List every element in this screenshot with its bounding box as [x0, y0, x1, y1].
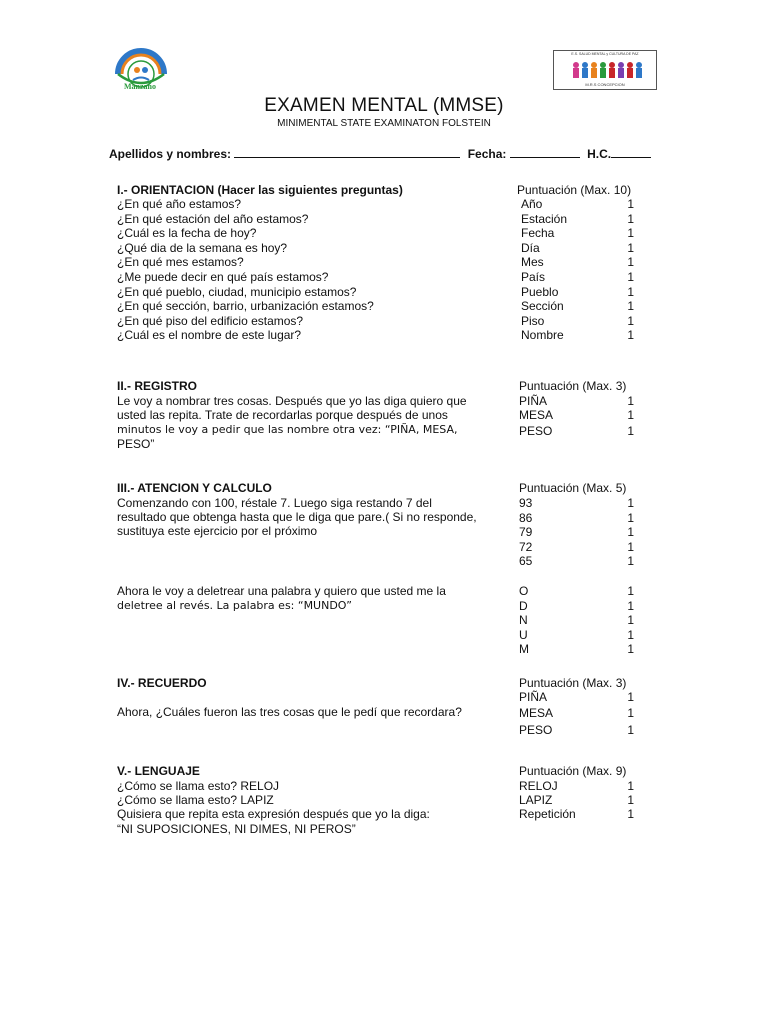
- registro-text-line: minutos le voy a pedir que las nombre otra vez: “PIÑA, MESA,: [117, 423, 458, 436]
- lenguaje-text-line: ¿Cómo se llama esto? LAPIZ: [117, 793, 274, 807]
- orientacion-item-label: Piso: [521, 313, 545, 328]
- atencion-text-line: resultado que obtenga hasta que le diga que pare.( Si no responde,: [117, 510, 477, 524]
- orientacion-question: ¿En qué sección, barrio, urbanización estamos?: [117, 299, 374, 314]
- atencion-deletreo-item-label: D: [519, 598, 528, 613]
- recuerdo-item-score: 1: [627, 706, 634, 720]
- atencion-text-line: sustituya este ejercicio por el próximo: [117, 524, 318, 538]
- registro-item-label: MESA: [519, 408, 554, 422]
- section-orientacion-score-header: Puntuación (Max. 10): [517, 183, 632, 197]
- atencion-text2-line: deletree al revés. La palabra es: “MUNDO”: [117, 599, 352, 612]
- orientacion-item-score: 1: [627, 255, 634, 270]
- patient-info-line: [109, 147, 655, 161]
- lenguaje-item-label: Repetición: [519, 807, 576, 821]
- orientacion-item-score: 1: [627, 299, 634, 314]
- section-registro-title: II.- REGISTRO: [117, 379, 198, 393]
- left-logo: [112, 44, 170, 94]
- lenguaje-text-line: Quisiera que repita esta expresión después que yo la diga:: [117, 807, 430, 821]
- hc-label: H.C.: [587, 147, 612, 161]
- atencion-deletreo-item-score: 1: [627, 584, 634, 598]
- atencion-deletreo-item-label: N: [519, 613, 528, 628]
- recuerdo-text: Ahora, ¿Cuáles fueron las tres cosas que le pedí que recordara?: [117, 705, 462, 719]
- recuerdo-item-label: MESA: [519, 706, 554, 720]
- recuerdo-item-label: PIÑA: [519, 690, 548, 704]
- name-label: Apellidos y nombres:: [109, 147, 232, 161]
- orientacion-question: ¿Cuál es la fecha de hoy?: [117, 226, 257, 241]
- atencion-deletreo-item-label: O: [519, 584, 529, 598]
- atencion-item-label: 79: [519, 525, 533, 540]
- orientacion-item-score: 1: [627, 270, 634, 284]
- atencion-item-score: 1: [627, 510, 634, 525]
- orientacion-item-score: 1: [627, 197, 634, 211]
- date-field[interactable]: [510, 147, 580, 158]
- orientacion-item-label: Sección: [521, 299, 564, 314]
- orientacion-question: ¿En qué pueblo, ciudad, municipio estamos?: [117, 284, 357, 299]
- orientacion-item-score: 1: [627, 226, 634, 241]
- section-orientacion-title: I.- ORIENTACION (Hacer las siguientes preguntas): [117, 183, 403, 197]
- section-atencion-title: III.- ATENCION Y CALCULO: [117, 481, 272, 495]
- atencion-item-label: 72: [519, 539, 533, 554]
- orientacion-item-label: Pueblo: [521, 284, 559, 299]
- atencion-item-score: 1: [627, 496, 634, 510]
- atencion-deletreo-item-label: U: [519, 627, 528, 642]
- orientacion-item-label: Año: [521, 197, 543, 211]
- page-subtitle: MINIMENTAL STATE EXAMINATON FOLSTEIN: [277, 118, 491, 129]
- atencion-item-score: 1: [627, 554, 634, 569]
- atencion-deletreo-item-score: 1: [627, 613, 634, 628]
- registro-item-score: 1: [627, 394, 634, 408]
- registro-item-label: PIÑA: [519, 394, 548, 408]
- atencion-deletreo-item-label: M: [519, 642, 529, 657]
- section-recuerdo-score-header: Puntuación (Max. 3): [519, 676, 627, 690]
- atencion-item-label: 86: [519, 510, 533, 525]
- orientacion-question: ¿Me puede decir en qué país estamos?: [117, 270, 329, 284]
- orientacion-question: ¿Qué dia de la semana es hoy?: [117, 240, 288, 255]
- registro-item-score: 1: [627, 424, 634, 438]
- recuerdo-item-score: 1: [627, 690, 634, 704]
- lenguaje-item-score: 1: [627, 793, 634, 807]
- right-logo-bottom-text: M.R.S CONCEPCION: [585, 82, 625, 87]
- atencion-deletreo-item-score: 1: [627, 598, 634, 613]
- people-figures-icon: [573, 62, 642, 78]
- hc-field[interactable]: [611, 147, 651, 158]
- lenguaje-item-score: 1: [627, 779, 634, 793]
- name-field[interactable]: [234, 147, 460, 158]
- orientacion-question: ¿Cuál es el nombre de este lugar?: [117, 328, 302, 343]
- section-atencion-score-header: Puntuación (Max. 5): [519, 481, 627, 495]
- orientacion-item-score: 1: [627, 328, 634, 343]
- recuerdo-item-label: PESO: [519, 723, 553, 737]
- atencion-item-score: 1: [627, 539, 634, 554]
- registro-item-score: 1: [627, 408, 634, 422]
- left-logo-text: Manzano: [124, 82, 156, 91]
- section-lenguaje-title: V.- LENGUAJE: [117, 764, 200, 778]
- orientacion-item-label: Mes: [521, 255, 544, 270]
- date-label: Fecha:: [467, 147, 507, 161]
- section-lenguaje-score-header: Puntuación (Max. 9): [519, 764, 627, 778]
- right-logo-top-text: E.S. SALUD MENTAL y CULTURA DE PAZ: [571, 52, 639, 56]
- lenguaje-item-score: 1: [627, 807, 634, 821]
- atencion-deletreo-item-score: 1: [627, 642, 634, 657]
- lenguaje-text-line: ¿Cómo se llama esto? RELOJ: [117, 779, 280, 793]
- atencion-item-label: 93: [519, 496, 533, 510]
- orientacion-question: ¿En qué año estamos?: [117, 197, 242, 211]
- orientacion-item-score: 1: [627, 284, 634, 299]
- section-recuerdo-title: IV.- RECUERDO: [117, 676, 207, 690]
- atencion-text-line: Comenzando con 100, réstale 7. Luego siga restando 7 del: [117, 496, 432, 510]
- registro-text-line: usted las repita. Trate de recordarlas porque después de unos: [117, 408, 448, 422]
- lenguaje-item-label: RELOJ: [519, 779, 558, 793]
- orientacion-item-score: 1: [627, 211, 634, 226]
- registro-text-line: Le voy a nombrar tres cosas. Después que yo las diga quiero que: [117, 394, 467, 408]
- orientacion-item-label: Nombre: [521, 328, 564, 343]
- lenguaje-item-label: LAPIZ: [519, 793, 553, 807]
- lenguaje-text-line: “NI SUPOSICIONES, NI DIMES, NI PEROS”: [117, 822, 356, 836]
- orientacion-question: ¿En qué mes estamos?: [117, 255, 244, 270]
- orientacion-question: ¿En qué piso del edificio estamos?: [117, 313, 304, 328]
- orientacion-item-label: Fecha: [521, 226, 555, 241]
- orientacion-question: ¿En qué estación del año estamos?: [117, 211, 309, 226]
- orientacion-item-label: País: [521, 270, 546, 284]
- recuerdo-item-score: 1: [627, 723, 634, 737]
- registro-item-label: PESO: [519, 424, 553, 438]
- atencion-item-label: 65: [519, 554, 533, 569]
- right-logo: [553, 50, 657, 90]
- atencion-text2-line: Ahora le voy a deletrear una palabra y quiero que usted me la: [117, 584, 446, 598]
- orientacion-item-label: Estación: [521, 211, 568, 226]
- orientacion-item-score: 1: [627, 313, 634, 328]
- atencion-item-score: 1: [627, 525, 634, 540]
- registro-text-line: PESO”: [117, 437, 155, 451]
- page-title: EXAMEN MENTAL (MMSE): [264, 95, 504, 116]
- atencion-deletreo-item-score: 1: [627, 627, 634, 642]
- orientacion-item-label: Día: [521, 240, 540, 255]
- section-registro-score-header: Puntuación (Max. 3): [519, 379, 627, 393]
- orientacion-item-score: 1: [627, 240, 634, 255]
